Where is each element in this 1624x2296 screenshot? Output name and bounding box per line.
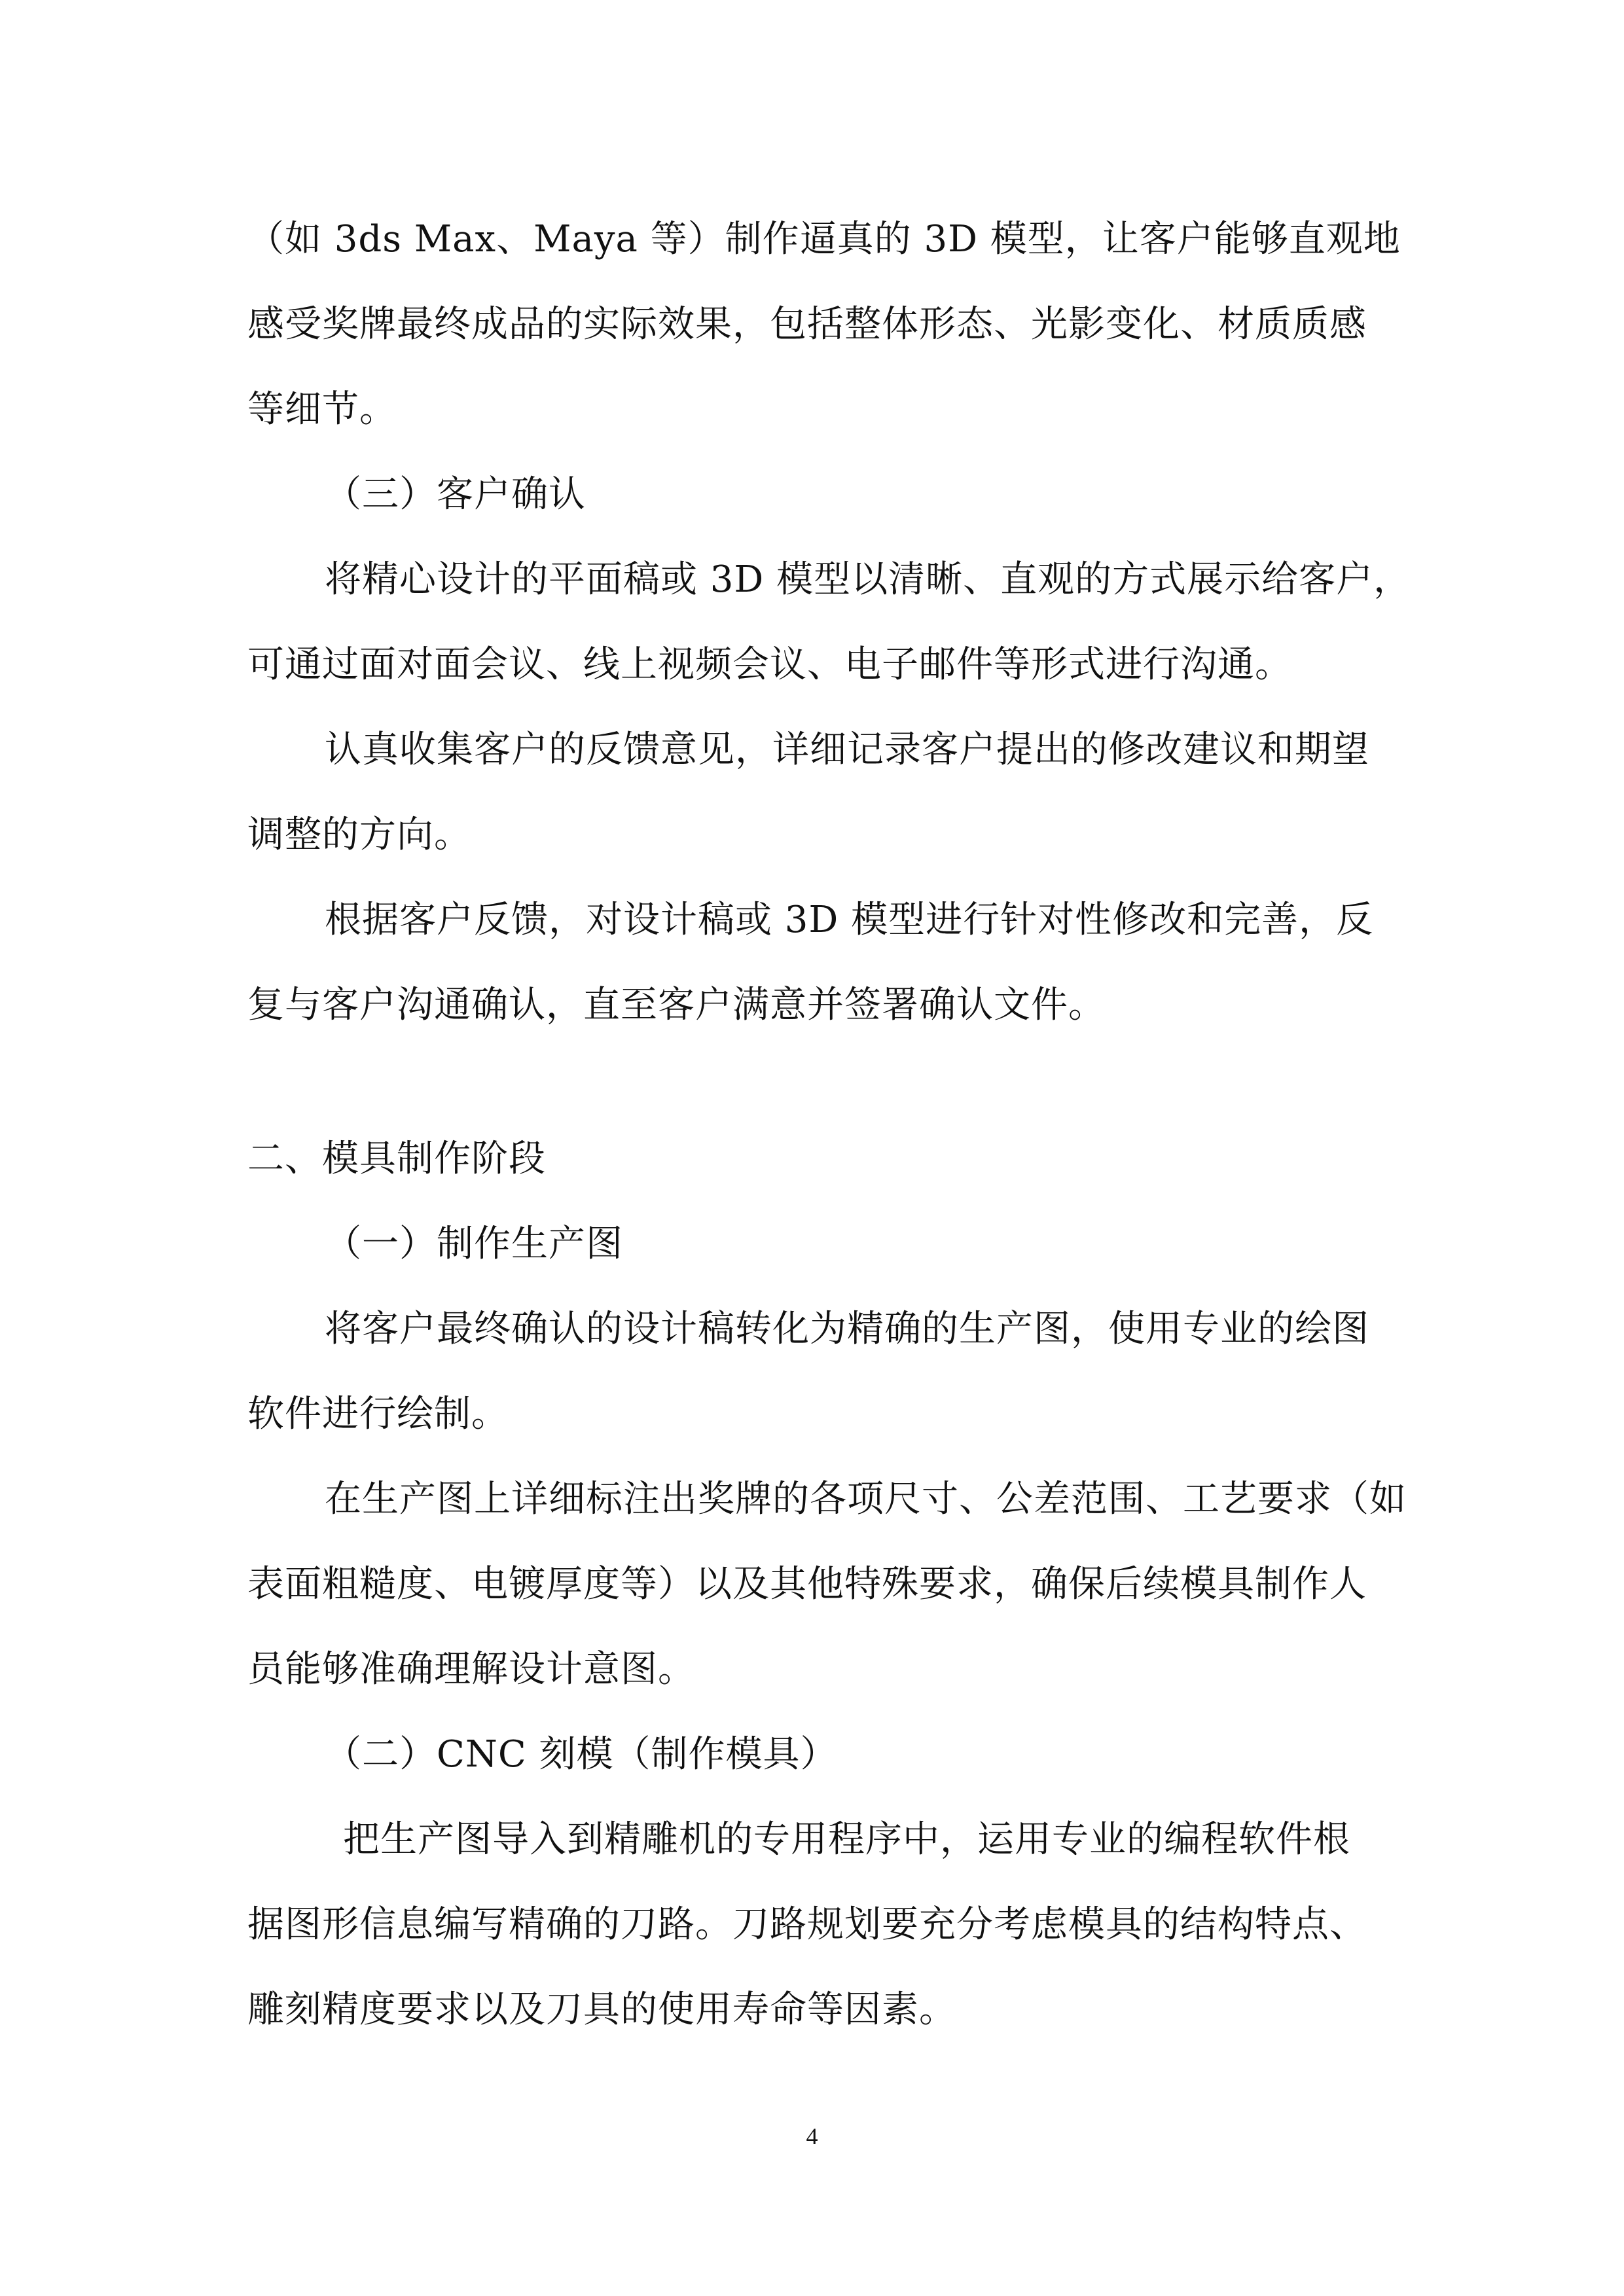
body-text-line: 据图形信息编写精确的刀路。刀路规划要充分考虑模具的结构特点、 xyxy=(247,1903,1367,1946)
body-text-line: 认真收集客户的反馈意见，详细记录客户提出的修改建议和期望 xyxy=(325,728,1369,771)
body-text-line: 软件进行绘制。 xyxy=(247,1393,509,1435)
subsection-heading: （一）制作生产图 xyxy=(325,1223,623,1265)
section-heading: 二、模具制作阶段 xyxy=(247,1138,546,1180)
body-text-line: 等细节。 xyxy=(247,388,397,431)
subsection-heading: （二）CNC 刻模（制作模具） xyxy=(325,1733,838,1776)
page-number: 4 xyxy=(806,2123,818,2149)
body-text-line: 表面粗糙度、电镀厚度等）以及其他特殊要求，确保后续模具制作人 xyxy=(247,1563,1367,1605)
body-text-line: 在生产图上详细标注出奖牌的各项尺寸、公差范围、工艺要求（如 xyxy=(325,1478,1407,1520)
subsection-heading: （三）客户确认 xyxy=(325,473,586,516)
body-text-line: 把生产图导入到精雕机的专用程序中，运用专业的编程软件根 xyxy=(343,1818,1350,1861)
body-text-line: 根据客户反馈，对设计稿或 3D 模型进行针对性修改和完善，反 xyxy=(325,899,1374,941)
body-text-line: 将客户最终确认的设计稿转化为精确的生产图，使用专业的绘图 xyxy=(325,1308,1369,1350)
body-text-line: 将精心设计的平面稿或 3D 模型以清晰、直观的方式展示给客户， xyxy=(325,558,1411,601)
body-text-line: 员能够准确理解设计意图。 xyxy=(247,1648,695,1691)
body-text-line: 复与客户沟通确认，直至客户满意并签署确认文件。 xyxy=(247,984,1106,1026)
body-text-line: 雕刻精度要求以及刀具的使用寿命等因素。 xyxy=(247,1988,956,2031)
body-text-line: （如 3ds Max、Maya 等）制作逼真的 3D 模型，让客户能够直观地 xyxy=(247,218,1401,260)
body-text-line: 调整的方向。 xyxy=(247,814,471,856)
body-text-line: 可通过面对面会议、线上视频会议、电子邮件等形式进行沟通。 xyxy=(247,643,1292,686)
body-text-line: 感受奖牌最终成品的实际效果，包括整体形态、光影变化、材质质感 xyxy=(247,303,1367,346)
